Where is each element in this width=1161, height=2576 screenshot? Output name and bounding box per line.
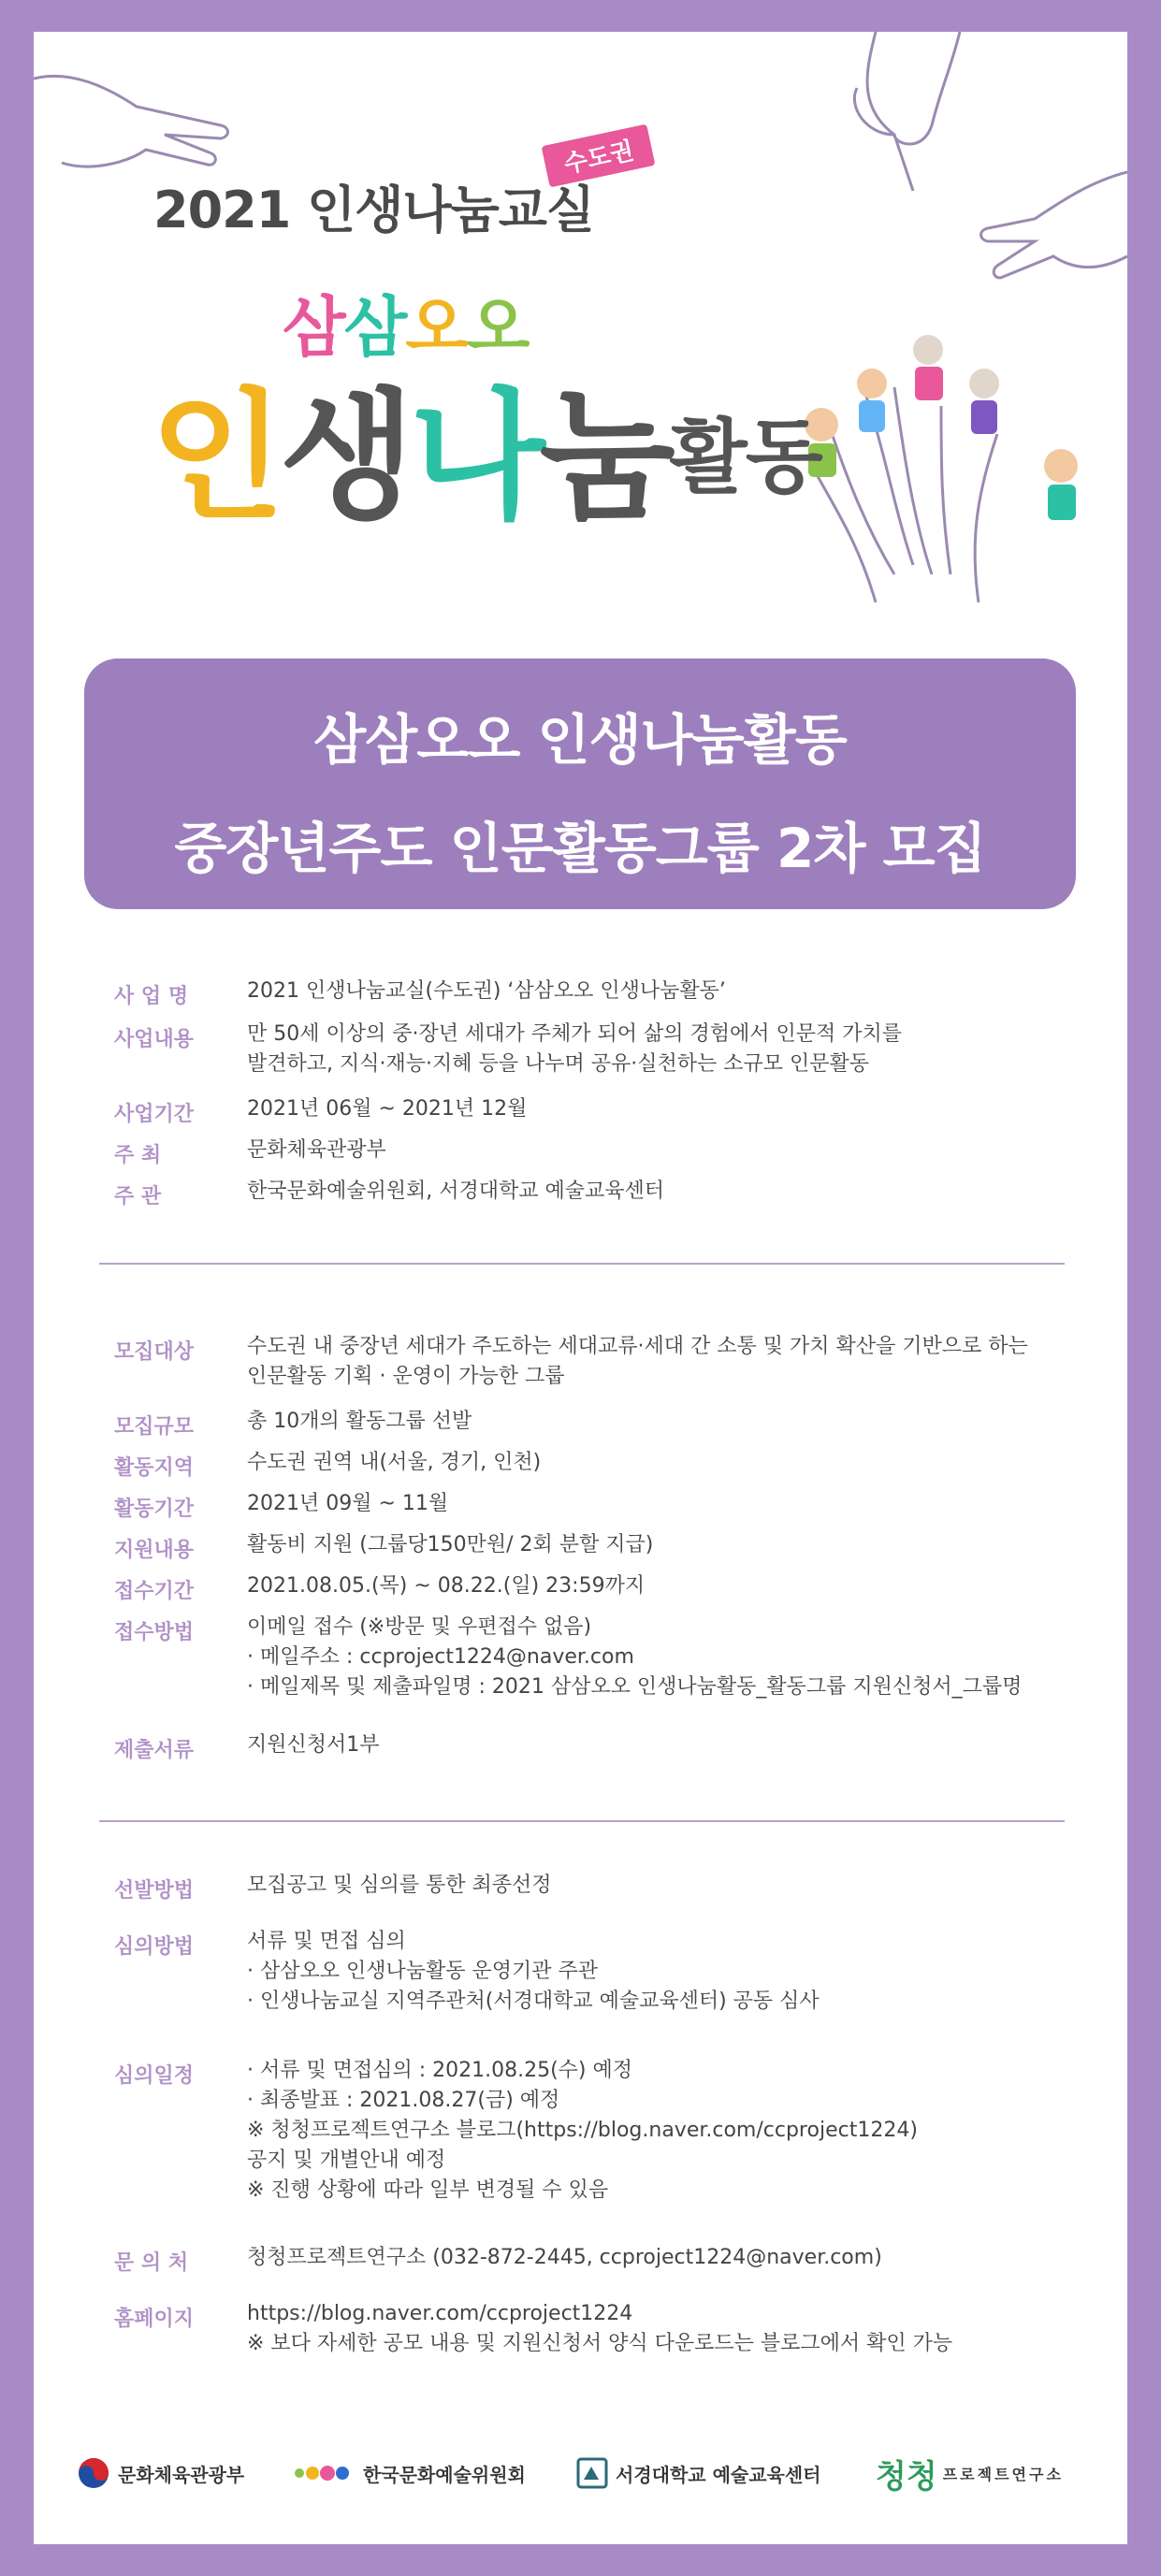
seokyeong-emblem-icon xyxy=(576,2457,608,2489)
info-value xyxy=(247,1927,820,2017)
info-label: 심의일정 xyxy=(114,2064,195,2088)
info-value-line: ※ 보다 자세한 공모 내용 및 지원신청서 양식 다운로드는 블로그에서 확인 가능 xyxy=(247,2332,953,2355)
info-value-line: 이메일 접수 (※방문 및 우편접수 없음) xyxy=(247,1615,592,1639)
logo-main-text: 청청 xyxy=(876,2457,937,2496)
info-label: 주 관 xyxy=(114,1185,162,1208)
region-tag: 수도권 xyxy=(542,123,656,187)
info-value xyxy=(247,1020,902,1079)
info-label: 활동기간 xyxy=(114,1498,195,1521)
info-value-line: · 메일주소 : ccproject1224@naver.com xyxy=(247,1645,634,1669)
info-value xyxy=(247,1730,380,1760)
brand-main-char: 인 xyxy=(150,376,280,539)
info-label: 사업내용 xyxy=(114,1028,195,1051)
cheongcheong-logo xyxy=(876,2454,1064,2496)
info-value-line: 2021.08.05.(목) ~ 08.22.(일) 23:59까지 xyxy=(247,1574,646,1598)
brand-sub-char: 삼 xyxy=(283,289,344,366)
brand-main-char: 나 xyxy=(409,376,540,539)
info-value-line: 인문활동 기획 · 운영이 가능한 그룹 xyxy=(247,1365,565,1388)
info-value-line: 발견하고, 지식·재능·지혜 등을 나누며 공유·실천하는 소규모 인문활동 xyxy=(247,1052,869,1076)
info-label: 사 업 명 xyxy=(114,985,189,1008)
info-label: 주 최 xyxy=(114,1144,162,1167)
footer-logos xyxy=(34,2454,1127,2511)
info-value xyxy=(247,2299,952,2359)
arko-dots-icon xyxy=(292,2459,357,2487)
info-label: 선발방법 xyxy=(114,1879,195,1903)
info-value xyxy=(247,1177,664,1207)
info-value-line: 2021년 06월 ~ 2021년 12월 xyxy=(247,1097,528,1121)
info-value-line: 공지 및 개별안내 예정 xyxy=(247,2149,446,2172)
info-value-line: 모집공고 및 심의를 통한 최종선정 xyxy=(247,1874,552,1897)
poster-header xyxy=(34,32,1127,630)
divider xyxy=(99,1820,1065,1822)
hand-illustration-right xyxy=(979,163,1127,294)
info-value xyxy=(247,2243,882,2273)
info-value xyxy=(247,977,726,1006)
seokyeong-logo xyxy=(576,2454,820,2492)
banner-line-1: 삼삼오오 인생나눔활동 xyxy=(313,708,847,772)
info-label: 모집규모 xyxy=(114,1415,195,1439)
info-label: 지원내용 xyxy=(114,1539,195,1562)
info-value-line: https://blog.naver.com/ccproject1224 xyxy=(247,2302,633,2325)
info-label: 문 의 처 xyxy=(114,2251,189,2275)
info-value-line: 문화체육관광부 xyxy=(247,1138,386,1162)
brand-main-char: 생 xyxy=(279,376,410,539)
info-value xyxy=(247,1613,1022,1702)
info-value xyxy=(247,1871,552,1901)
hand-illustration-top-right xyxy=(838,32,997,210)
info-value-line: 2021 인생나눔교실(수도권) ‘삼삼오오 인생나눔활동’ xyxy=(247,979,726,1003)
recruitment-banner xyxy=(84,658,1076,909)
info-value-line: · 메일제목 및 제출파일명 : 2021 삼삼오오 인생나눔활동_활동그룹 지원신청서_그룹명 xyxy=(247,1675,1023,1699)
info-label: 모집대상 xyxy=(114,1340,195,1364)
info-label: 사업기간 xyxy=(114,1103,195,1126)
info-value xyxy=(247,2056,918,2206)
info-value xyxy=(247,1094,527,1124)
info-label: 홈페이지 xyxy=(114,2308,195,2331)
brand-logo xyxy=(150,376,821,539)
info-label: 접수방법 xyxy=(114,1621,195,1644)
info-value-line: 지원신청서1부 xyxy=(247,1733,380,1757)
info-value-line: 청청프로젝트연구소 (032-872-2445, ccproject1224@naver.com) xyxy=(247,2246,882,2269)
info-value xyxy=(247,1571,645,1601)
poster xyxy=(34,32,1127,2544)
banner-line-2: 중장년주도 인문활동그룹 2차 모집 xyxy=(174,817,986,880)
info-value-line: 한국문화예술위원회, 서경대학교 예술교육센터 xyxy=(247,1179,665,1203)
info-value-line: · 최종발표 : 2021.08.27(금) 예정 xyxy=(247,2089,560,2112)
brand-main-char: 눔 xyxy=(539,376,670,539)
info-label: 심의방법 xyxy=(114,1935,195,1959)
info-value-line: · 서류 및 면접심의 : 2021.08.25(수) 예정 xyxy=(247,2059,633,2082)
brand-main-suffix: 활동 xyxy=(669,411,821,504)
info-label: 접수기간 xyxy=(114,1580,195,1603)
logo-text: 문화체육관광부 xyxy=(118,2463,245,2486)
info-label: 제출서류 xyxy=(114,1739,195,1762)
logo-sub-text: 프로젝트연구소 xyxy=(942,2465,1064,2483)
info-value xyxy=(247,1448,541,1478)
info-value-line: 서류 및 면접 심의 xyxy=(247,1930,406,1953)
brand-subtitle xyxy=(283,275,529,369)
info-value-line: 수도권 내 중장년 세대가 주도하는 세대교류·세대 간 소통 및 가치 확산을 기반으로 하는 xyxy=(247,1335,1028,1358)
mcst-logo xyxy=(77,2454,244,2492)
taegeuk-icon xyxy=(77,2456,110,2490)
arko-logo xyxy=(292,2454,526,2492)
logo-text: 한국문화예술위원회 xyxy=(363,2463,526,2486)
info-value-line: · 삼삼오오 인생나눔활동 운영기관 주관 xyxy=(247,1960,598,1983)
logo-text: 서경대학교 예술교육센터 xyxy=(616,2463,821,2486)
info-label: 활동지역 xyxy=(114,1456,195,1480)
info-value-line: ※ 진행 상황에 따라 일부 변경될 수 있음 xyxy=(247,2178,609,2202)
event-title: 2021 인생나눔교실 xyxy=(153,181,595,239)
info-value xyxy=(247,1332,1028,1392)
info-value xyxy=(247,1530,653,1560)
info-value-line: 2021년 09월 ~ 11월 xyxy=(247,1492,449,1515)
info-value xyxy=(247,1407,472,1437)
info-value xyxy=(247,1136,386,1165)
info-value-line: · 인생나눔교실 지역주관처(서경대학교 예술교육센터) 공동 심사 xyxy=(247,1990,820,2013)
brand-sub-char: 오 xyxy=(466,289,529,366)
info-value xyxy=(247,1489,448,1519)
info-value-line: ※ 청청프로젝트연구소 블로그(https://blog.naver.com/ccproject1224) xyxy=(247,2119,918,2142)
info-value-line: 수도권 권역 내(서울, 경기, 인천) xyxy=(247,1451,542,1474)
info-value-line: 활동비 지원 (그룹당150만원/ 2회 분할 지급) xyxy=(247,1533,654,1556)
divider xyxy=(99,1263,1065,1265)
info-value-line: 만 50세 이상의 중·장년 세대가 주체가 되어 삶의 경험에서 인문적 가치를 xyxy=(247,1022,902,1046)
brand-sub-char: 오 xyxy=(405,289,467,366)
brand-sub-char: 삼 xyxy=(343,289,406,366)
info-value-line: 총 10개의 활동그룹 선발 xyxy=(247,1410,472,1433)
